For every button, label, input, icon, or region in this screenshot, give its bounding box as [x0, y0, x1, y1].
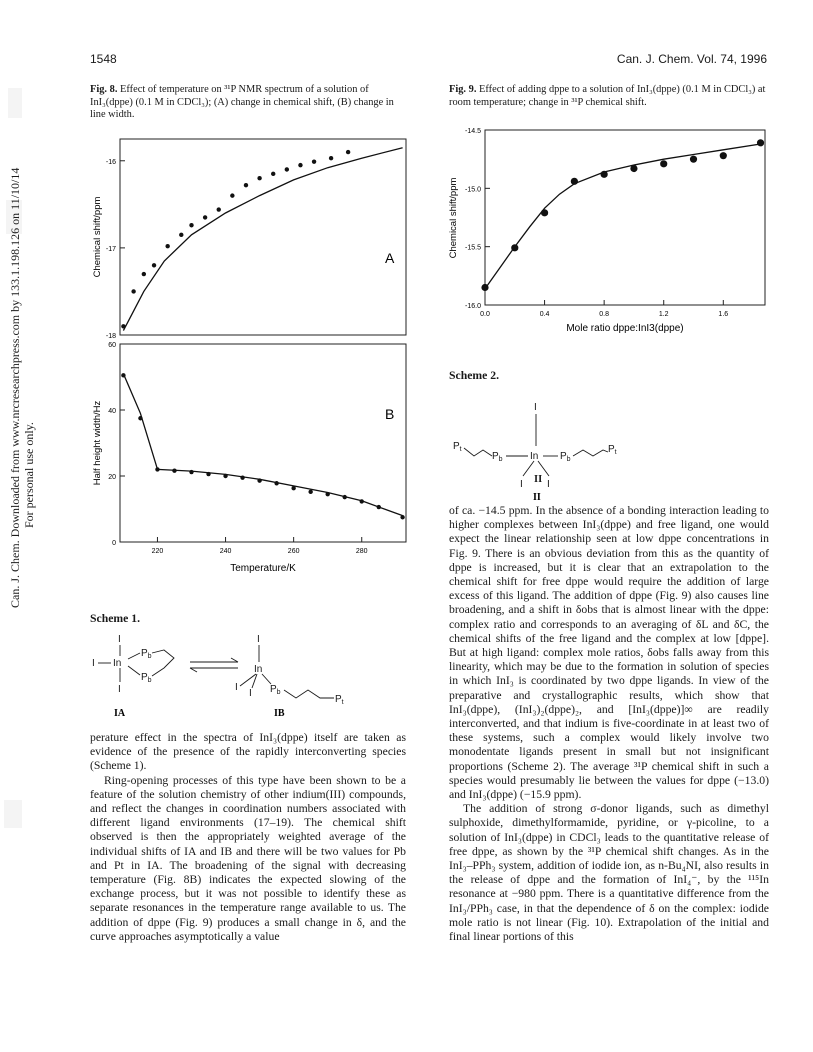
data-point	[511, 244, 518, 251]
struct-atom: $P_b$	[492, 451, 503, 463]
scan-artifact	[4, 800, 22, 828]
data-point	[257, 478, 261, 482]
arrow-head	[190, 668, 197, 672]
struct-atom: I	[235, 682, 238, 693]
paragraph: Ring-opening processes of this type have been shown to be a feature of the solution chemistry of other indium(III) compounds, and reflect the changes in coordination numbers associated with different ligand environments (17–19). The chemical shift observed is then the appropriately weighted average of the individual shifts of IA and IB and there will be two values for Pb and Pt in IA. The broadening of the signal with decreasing temperature (Fig. 8B) indicates the expected slowing of the exchange process, but it was not possible to identify these as separate resonances in the temperature range available to us. The addition of dppe (Fig. 9) produces a small change in δ, and the curve approaches asymptotically a value	[90, 773, 406, 943]
watermark-line-1: Can. J. Chem. Downloaded from www.nrcresearchpress.com by 133.1.198.126 on 11/10/14	[8, 167, 22, 608]
y-tick-label: 40	[108, 408, 116, 415]
data-point	[203, 215, 207, 219]
data-point	[285, 167, 289, 171]
fig8-caption-label: Fig. 8.	[90, 84, 118, 95]
bond	[128, 666, 140, 675]
data-point	[131, 289, 135, 293]
data-point	[257, 176, 261, 180]
struct-atom: $P_b$	[560, 451, 571, 463]
struct-atom: I	[534, 402, 537, 413]
data-point	[244, 183, 248, 187]
struct-atom: I	[547, 479, 550, 490]
panel-a-label: A	[385, 250, 395, 266]
data-point	[121, 373, 125, 377]
y-tick-label: -16	[105, 158, 116, 166]
y-tick-label: -15.0	[465, 186, 481, 194]
scheme2-compound-label: II	[533, 492, 541, 503]
x-tick-label: 280	[355, 548, 368, 555]
x-tick-label: 260	[287, 548, 300, 555]
data-point	[165, 244, 169, 248]
y-tick-label: 60	[108, 342, 116, 349]
data-point	[142, 272, 146, 276]
data-point	[298, 163, 302, 167]
fit-curve	[123, 374, 402, 516]
y-tick-label: 0	[112, 540, 116, 547]
chain-bond	[464, 448, 492, 456]
scan-artifact	[8, 88, 22, 118]
bond	[128, 653, 140, 659]
scheme2-title: Scheme 2.	[449, 369, 499, 382]
scheme2-label: II	[534, 474, 543, 485]
data-point	[217, 207, 221, 211]
fig9-caption	[449, 84, 769, 109]
left-column-text	[90, 731, 406, 944]
data-point	[346, 150, 350, 154]
x-tick-label: 1.6	[718, 311, 729, 318]
data-point	[138, 416, 142, 420]
journal-header: Can. J. Chem. Vol. 74, 1996	[616, 52, 767, 66]
fig9-plot	[465, 128, 764, 318]
y-tick-label: -14.5	[465, 128, 481, 135]
fig9-xlabel: Mole ratio dppe:InI3(dppe)	[566, 323, 684, 334]
x-tick-label: 1.2	[658, 311, 669, 318]
fig8-chart	[78, 125, 418, 590]
fig9-ylabel: Chemical shift/ppm	[448, 177, 459, 259]
panel-b-label: B	[385, 406, 395, 422]
scheme1-label-ib: IB	[274, 708, 285, 719]
arrow-head	[231, 658, 238, 662]
data-point	[720, 152, 727, 159]
data-point	[223, 474, 227, 478]
paragraph: perature effect in the spectra of InI₃(dppe) itself are taken as evidence of the presence of the rapidly interconverting species (Scheme 1).	[90, 731, 406, 773]
data-point	[189, 470, 193, 474]
paragraph: The addition of strong σ-donor ligands, such as dimethyl sulphoxide, dimethylformamide, pyridine, or γ-picoline, to a solution of InI₃(dppe) in CDCl₃ leads to the quantitative release of free dppe, as shown by the ³¹P chemical shift changes. As in the InI₃–PPh₃ system, addition of iodide ion, as n-Bu₄NI, also results in the release of dppe and the formation of InI₄⁻, by the ¹¹⁵In resonance at −980 ppm. There is a quantitative difference from the InI₃/PPh₃ case, in that the dependence of δ on the complex: iodide mole ratio is not linear (Fig. 10). Extrapolation of the initial and final linear portions of this	[449, 802, 769, 944]
fit-curve	[123, 148, 402, 331]
data-point	[660, 160, 667, 167]
data-point	[271, 172, 275, 176]
data-point	[601, 171, 608, 178]
data-point	[189, 223, 193, 227]
data-point	[274, 481, 278, 485]
fig8-caption-text: Effect of temperature on ³¹P NMR spectrum of a solution of InI₃(dppe) (0.1 M in CDCl₃); (A) change in chemical shift, (B) change in line width.	[90, 84, 394, 121]
ring-bond	[152, 650, 174, 676]
data-point	[630, 165, 637, 172]
fig8-caption	[90, 84, 405, 122]
panel-a-plot	[106, 148, 403, 340]
struct-atom: I	[520, 479, 523, 490]
data-point	[481, 284, 488, 291]
y-tick-label: -18	[105, 333, 116, 340]
x-tick-label: 220	[151, 548, 164, 555]
fig9-caption-label: Fig. 9.	[449, 84, 477, 95]
data-point	[291, 486, 295, 490]
struct-atom: I	[118, 684, 121, 695]
y-tick-label: -15.5	[465, 244, 481, 252]
page-number: 1548	[90, 52, 117, 66]
scheme2-structure	[448, 388, 688, 503]
data-point	[155, 467, 159, 471]
y-tick-label: 20	[108, 474, 116, 481]
fit-curve	[485, 144, 761, 289]
data-point	[329, 156, 333, 160]
struct-atom: In	[113, 658, 122, 669]
data-point	[377, 505, 381, 509]
data-point	[206, 472, 210, 476]
struct-atom: In	[254, 664, 263, 675]
struct-atom: $P_b$	[141, 672, 152, 684]
struct-atom: I	[257, 634, 260, 645]
fig9-caption-text: Effect of adding dppe to a solution of InI₃(dppe) (0.1 M in CDCl₃) at room temperature; change in ³¹P chemical shift.	[449, 84, 766, 108]
struct-atom: $P_t$	[453, 441, 462, 453]
scheme1-label-ia: IA	[114, 708, 126, 719]
data-point	[308, 490, 312, 494]
data-point	[571, 178, 578, 185]
data-point	[179, 233, 183, 237]
fig9-chart	[440, 120, 780, 335]
scheme1-structures	[88, 628, 418, 720]
struct-atom: In	[530, 451, 539, 462]
struct-atom: I	[118, 634, 121, 645]
struct-atom: $P_t$	[335, 694, 344, 706]
struct-atom: $P_t$	[608, 444, 617, 456]
bond	[262, 674, 271, 684]
struct-atom: I	[249, 688, 252, 699]
panel-b-plot	[108, 342, 405, 555]
download-watermark	[2, 167, 42, 610]
data-point	[690, 156, 697, 163]
data-point	[312, 159, 316, 163]
data-point	[541, 209, 548, 216]
data-point	[325, 492, 329, 496]
x-tick-label: 0.8	[599, 311, 610, 318]
panel-b-ylabel: Half height width/Hz	[92, 400, 103, 486]
paragraph: of ca. −14.5 ppm. In the absence of a bonding interaction leading to higher complexes between InI₃(dppe) and free ligand, one would expect the linear relationship seen at low dppe concentrations in Fig. 9. There is an obvious deviation from this as the quantity of dppe is increased, but it is clear that an extrapolation to the chemical shift for free dppe would require the addition of large excess of this ligand. The addition of dppe (Fig. 9) also causes line broadening, and a shift in δobs that is almost linear with the dppe: complex ratio and corresponds to an averaging of δL and δC, the chemical shifts of the free ligand and the complex at low [dppe]. But at high ligand: complex mole ratios, δobs falls away from this linearity, which may be due to the formation in solution of species in which InI₃ is coordinated by two dppe ligands. In view of the preparative and crystallographic results, which show that InI₃(dppe), (InI₃)₂(dppe)₂, and [InI₃(dppe)]∞ are readily interconverted, and that indium is five-coordinate in at least two of these systems, such a complex would likely involve two monodentate ligands present in small but not insignificant proportions (Scheme 2). The average ³¹P chemical shift in such a species would presumably lie between the values for dppe (−13.0) and InI₃(dppe) (−15.9 ppm).	[449, 504, 769, 802]
panel-a-frame	[120, 139, 406, 335]
data-point	[172, 469, 176, 473]
x-tick-label: 0.4	[539, 311, 550, 318]
data-point	[400, 515, 404, 519]
panel-b-frame	[120, 344, 406, 542]
panel-b-xlabel: Temperature/K	[230, 563, 296, 574]
data-point	[121, 324, 125, 328]
data-point	[360, 499, 364, 503]
struct-atom: I	[92, 658, 95, 669]
struct-atom: $P_b$	[270, 684, 281, 696]
scheme1-title: Scheme 1.	[90, 612, 140, 625]
data-point	[152, 263, 156, 267]
struct-atom: $P_b$	[141, 648, 152, 660]
right-column-text	[449, 504, 769, 944]
x-tick-label: 0.0	[480, 311, 490, 318]
data-point	[240, 475, 244, 479]
chain-bond	[284, 690, 334, 698]
data-point	[230, 193, 234, 197]
watermark-line-2: For personal use only.	[22, 422, 36, 528]
data-point	[343, 495, 347, 499]
x-tick-label: 240	[219, 548, 232, 555]
y-tick-label: -17	[105, 245, 116, 253]
chain-bond	[573, 450, 608, 456]
panel-a-ylabel: Chemical shift/ppm	[92, 196, 103, 278]
bond	[523, 461, 534, 476]
data-point	[757, 139, 764, 146]
y-tick-label: -16.0	[465, 303, 481, 310]
